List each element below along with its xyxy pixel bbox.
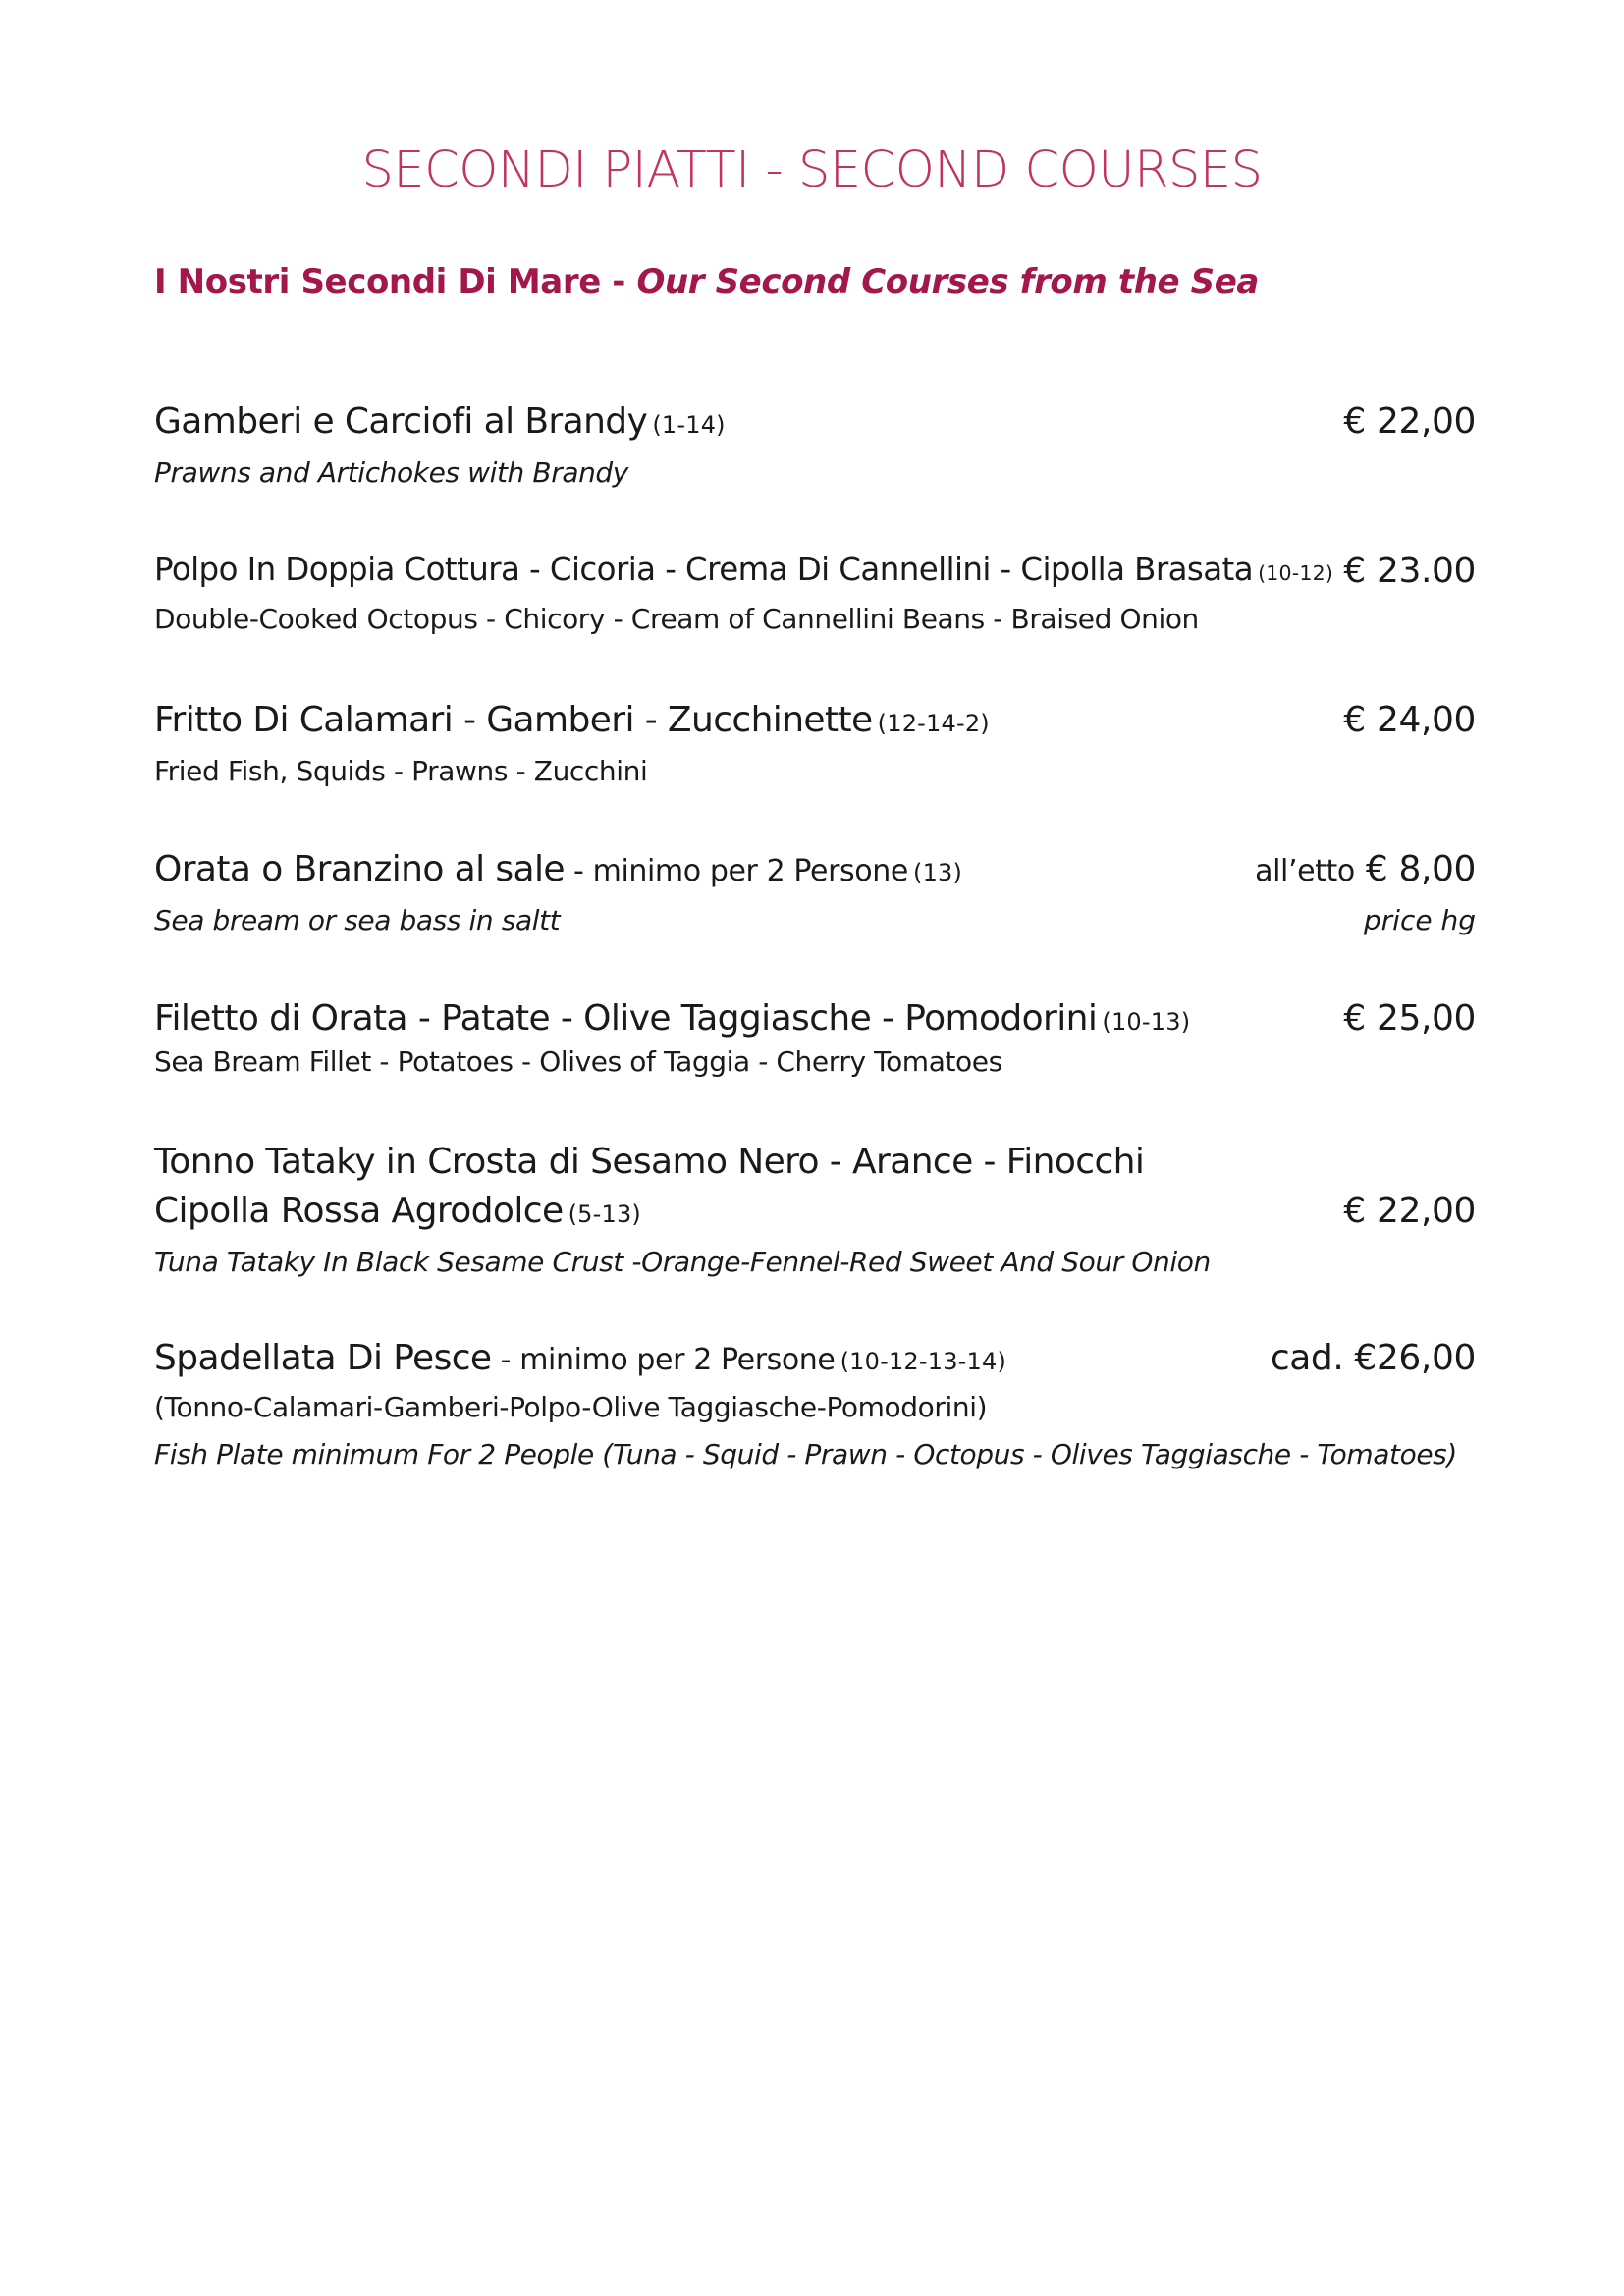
dish-description-en: Double-Cooked Octopus - Chicory - Cream of Cannellini Beans - Braised Onion (154, 602, 1199, 635)
menu-item-header (154, 551, 1476, 591)
price-prefix: all’etto (1255, 854, 1355, 888)
price-unit: price hg (1363, 904, 1476, 936)
section-title-en: Our Second Courses from the Sea (636, 262, 1259, 301)
menu-item-sub (154, 904, 1476, 936)
allergen-codes: (12-14-2) (877, 710, 990, 737)
dish-description-en: Fish Plate minimum For 2 People (Tuna - Squid - Prawn - Octopus - Olives Taggiasche - Tomatoes) (154, 1438, 1457, 1470)
menu-item-header (154, 998, 1476, 1039)
menu-item-header (154, 1338, 1476, 1378)
dish-note: - minimo per 2 Persone (564, 854, 908, 888)
menu-item (154, 1338, 1476, 1470)
dish-price: € 25,00 (1343, 998, 1476, 1039)
menu-item-header (154, 849, 1476, 889)
dish-description-en: Sea Bream Fillet - Potatoes - Olives of Taggia - Cherry Tomatoes (154, 1045, 1002, 1078)
dish-name: Gamberi e Carciofi al Brandy (154, 401, 648, 442)
dish-price: € 24,00 (1343, 700, 1476, 740)
section-title-it: I Nostri Secondi Di Mare (154, 262, 601, 301)
dish-name: Filetto di Orata - Patate - Olive Taggiasche - Pomodorini (154, 998, 1098, 1039)
allergen-codes: (10-13) (1102, 1008, 1191, 1036)
dish-name: Spadellata Di Pesce (154, 1338, 492, 1378)
dish-name: Orata o Branzino al sale (154, 849, 565, 889)
dish-name-line2: Cipolla Rossa Agrodolce (154, 1191, 564, 1231)
dish-price: € 22,00 (1343, 401, 1476, 442)
dish-price: € 23.00 (1343, 551, 1476, 591)
menu-item-header (154, 1142, 1476, 1182)
section-title (154, 262, 1259, 301)
page-title: SECONDI PIATTI - SECOND COURSES (361, 141, 1263, 199)
menu-item-header-line2 (154, 1191, 1476, 1231)
allergen-codes: (10-12-13-14) (839, 1348, 1007, 1375)
allergen-codes: (5-13) (568, 1201, 641, 1228)
menu-item (154, 849, 1476, 936)
menu-item-header (154, 401, 1476, 442)
menu-item (154, 700, 1476, 787)
dish-name: Polpo In Doppia Cottura - Cicoria - Crema Di Cannellini - Cipolla Brasata (154, 551, 1254, 588)
allergen-codes: (13) (913, 859, 963, 886)
dish-name: Tonno Tataky in Crosta di Sesamo Nero - Arance - Finocchi (154, 1142, 1145, 1182)
section-title-separator: - (600, 262, 637, 301)
menu-item (154, 1142, 1476, 1278)
dish-description-en: Sea bream or sea bass in saltt (154, 904, 561, 936)
dish-price: € 22,00 (1343, 1191, 1476, 1231)
allergen-codes: (1-14) (652, 411, 726, 439)
menu-item-header (154, 700, 1476, 740)
dish-price: € 8,00 (1365, 849, 1476, 889)
allergen-codes: (10-12) (1258, 561, 1334, 585)
menu-item (154, 551, 1476, 635)
dish-description-en: Tuna Tataky In Black Sesame Crust -Orange-Fennel-Red Sweet And Sour Onion (154, 1246, 1211, 1278)
menu-item (154, 998, 1476, 1078)
dish-description-it: (Tonno-Calamari-Gamberi-Polpo-Olive Taggiasche-Pomodorini) (154, 1391, 988, 1423)
dish-description-en: Fried Fish, Squids - Prawns - Zucchini (154, 755, 648, 787)
dish-description-en: Prawns and Artichokes with Brandy (154, 456, 628, 489)
dish-price-group (1255, 849, 1476, 889)
menu-item (154, 401, 1476, 489)
dish-name: Fritto Di Calamari - Gamberi - Zucchinette (154, 700, 873, 740)
dish-note: - minimo per 2 Persone (491, 1343, 836, 1377)
dish-price: cad. €26,00 (1270, 1338, 1476, 1378)
